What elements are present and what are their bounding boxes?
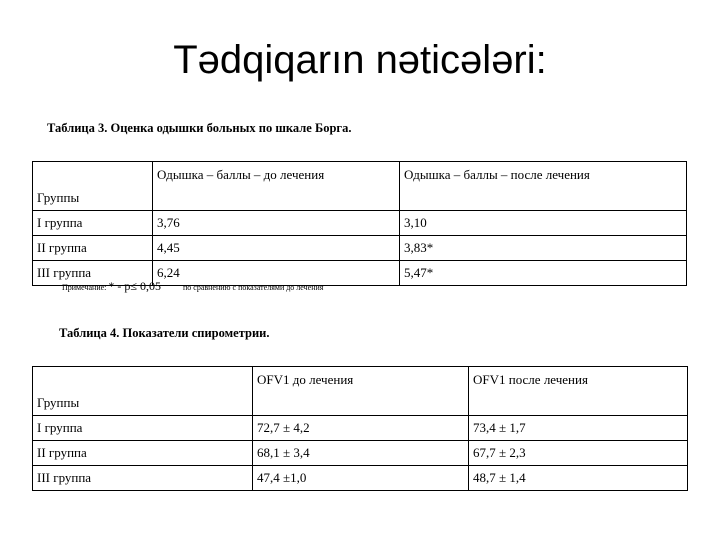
group-label: II группа bbox=[33, 441, 253, 466]
value-after: 5,47* bbox=[400, 261, 687, 286]
value-before: 3,76 bbox=[153, 211, 400, 236]
value-before: 68,1 ± 3,4 bbox=[253, 441, 469, 466]
table4-caption: Таблица 4. Показатели спирометрии. bbox=[59, 326, 270, 340]
value-before: 72,7 ± 4,2 bbox=[253, 416, 469, 441]
header-before-treatment: OFV1 до лечения bbox=[253, 367, 469, 416]
slide-title: Tədqiqarın nəticələri: bbox=[173, 38, 547, 82]
value-before: 4,45 bbox=[153, 236, 400, 261]
footnote-prefix: Примечание: bbox=[62, 283, 107, 292]
value-before: 47,4 ±1,0 bbox=[253, 466, 469, 491]
value-after: 3,10 bbox=[400, 211, 687, 236]
value-after: 73,4 ± 1,7 bbox=[469, 416, 688, 441]
group-label: I группа bbox=[33, 416, 253, 441]
footnote-significance: * - р≤ 0,05 bbox=[108, 279, 161, 293]
spirometry-table bbox=[32, 366, 688, 491]
group-label: III группа bbox=[33, 466, 253, 491]
value-after: 3,83* bbox=[400, 236, 687, 261]
borg-scale-table bbox=[32, 161, 687, 286]
table-header-row bbox=[33, 367, 688, 416]
table-row bbox=[33, 466, 688, 491]
table3-caption: Таблица 3. Оценка одышки больных по шкале Борга. bbox=[47, 121, 352, 135]
table-row bbox=[33, 416, 688, 441]
footnote-text: по сравнению с показателями до лечения bbox=[182, 283, 324, 292]
value-after: 67,7 ± 2,3 bbox=[469, 441, 688, 466]
value-after: 48,7 ± 1,4 bbox=[469, 466, 688, 491]
header-after-treatment: OFV1 после лечения bbox=[469, 367, 688, 416]
header-before-treatment: Одышка – баллы – до лечения bbox=[153, 162, 400, 211]
group-label: II группа bbox=[33, 236, 153, 261]
table-header-row bbox=[33, 162, 687, 211]
table-row bbox=[33, 236, 687, 261]
table-row bbox=[33, 211, 687, 236]
value-before: 6,24 bbox=[153, 261, 400, 286]
header-groups: Группы bbox=[33, 367, 253, 416]
table-row bbox=[33, 441, 688, 466]
header-groups: Группы bbox=[33, 162, 153, 211]
table3-footnote bbox=[62, 279, 323, 294]
group-label: I группа bbox=[33, 211, 153, 236]
group-label: III группа bbox=[33, 261, 153, 286]
header-after-treatment: Одышка – баллы – после лечения bbox=[400, 162, 687, 211]
